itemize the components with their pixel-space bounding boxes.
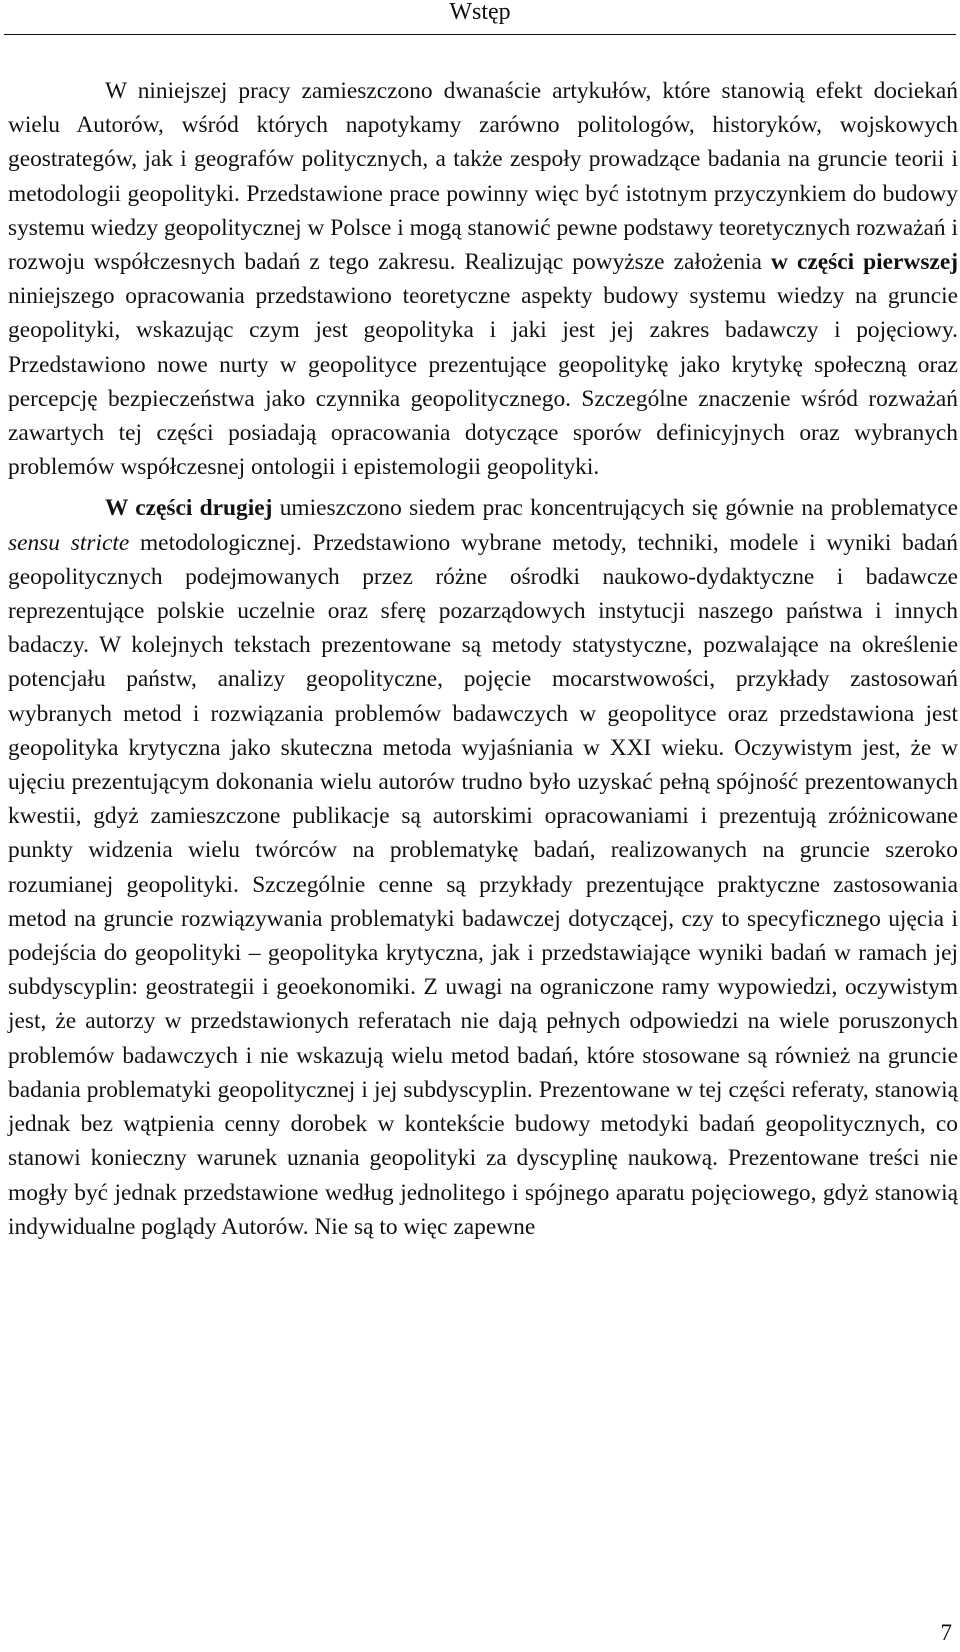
sensu-stricte-italic: sensu stricte [8, 529, 130, 556]
part-one-emphasis: w części pierwszej [770, 249, 958, 276]
paragraph-1-text-a: W niniejszej pracy zamieszczono dwanaście artykułów, które stanowią efekt dociekań wielu Autorów, wśród których napotykamy zarówno politologów, historyków, wojskowych geostrategów, jak i geografów politycznych, a także zespoły prowadzące badania na gruncie teorii i metodologii geopolityki. Przedstawione prace powinny więc być istotnym przyczynkiem do budowy systemu wiedzy geopolitycznej w Polsce i mogą stanowić pewne podstawy teoretycznych rozważań i rozwoju współczesnych badań z tego zakresu. Realizując powyższe założenia [8, 78, 958, 276]
page-number: 7 [940, 1620, 952, 1645]
paragraph-2-text-a: umieszczono siedem prac koncentrujących się gównie na problematyce [272, 495, 958, 522]
paragraph-2-text-b: metodologicznej. Przedstawiono wybrane metody, techniki, modele i wyniki badań geopolitycznych podejmowanych przez różne ośrodki naukowo-dydaktyczne i badawcze reprezentujące polskie uczelnie oraz sferę pozarządowych instytucji naszego państwa i innych badaczy. W kolejnych tekstach prezentowane są metody statystyczne, pozwalające na określenie potencjału państw, analizy geopolityczne, pojęcie mocarstwowości, przykłady zastosowań wybranych metod i rozwiązania problemów badawczych w geopolityce oraz przedstawiona jest geopolityka krytyczna jako skuteczna metoda wyjaśniania w XXI wieku. Oczywistym jest, że w ujęciu prezentującym dokonania wielu autorów trudno było uzyskać pełną spójność prezentowanych kwestii, gdyż zamieszczone publikacje są autorskimi opracowaniami i prezentują zróżnicowane punkty widzenia wielu twórców na problematykę badań, realizowanych na gruncie szeroko rozumianej geopolityki. Szczególnie cenne są przykłady prezentujące praktyczne zastosowania metod na gruncie rozwiązywania problematyki badawczej dotyczącej, czy to specyficznego ujęcia i podejścia do geopolityki – geopolityka krytyczna, jak i przedstawiające wyniki badań w ramach jej subdyscyplin: geostrategii i geoekonomiki. Z uwagi na ograniczone ramy wypowiedzi, oczywistym jest, że autorzy w przedstawionych referatach nie dają pełnych odpowiedzi na wiele poruszonych problemów badawczych i nie wskazują wielu metod badań, które stosowane są również na gruncie badania problematyki geopolitycznej i jej subdyscyplin. Prezentowane w tej części referaty, stanowią jednak bez wątpienia cenny dorobek w kontekście budowy metodyki badań geopolitycznych, co stanowi konieczny warunek uznania geopolityki za dyscyplinę naukową. Prezentowane treści nie mogły być jednak przedstawione według jednolitego i spójnego aparatu pojęciowego, gdyż stanowią indywidualne poglądy Autorów. Nie są to więc zapewne [8, 529, 958, 1240]
part-two-emphasis: W części drugiej [105, 495, 273, 522]
paragraph-1 [8, 74, 958, 484]
body-text [8, 74, 958, 1244]
paragraph-1-text-b: niniejszego opracowania przedstawiono teoretyczne aspekty budowy systemu wiedzy na gruncie geopolityki, wskazując czym jest geopolityka i jaki jest jej zakres badawczy i pojęciowy. Przedstawiono nowe nurty w geopolityce prezentujące geopolitykę jako krytykę społeczną oraz percepcję bezpieczeństwa jako czynnika geopolitycznego. Szczególne znaczenie wśród rozważań zawartych tej części posiadają opracowania dotyczące sporów definicyjnych oraz wybranych problemów współczesnej ontologii i epistemologii geopolityki. [8, 283, 958, 481]
header-rule [4, 34, 956, 35]
paragraph-2 [8, 491, 958, 1243]
running-header: Wstęp [449, 0, 511, 25]
